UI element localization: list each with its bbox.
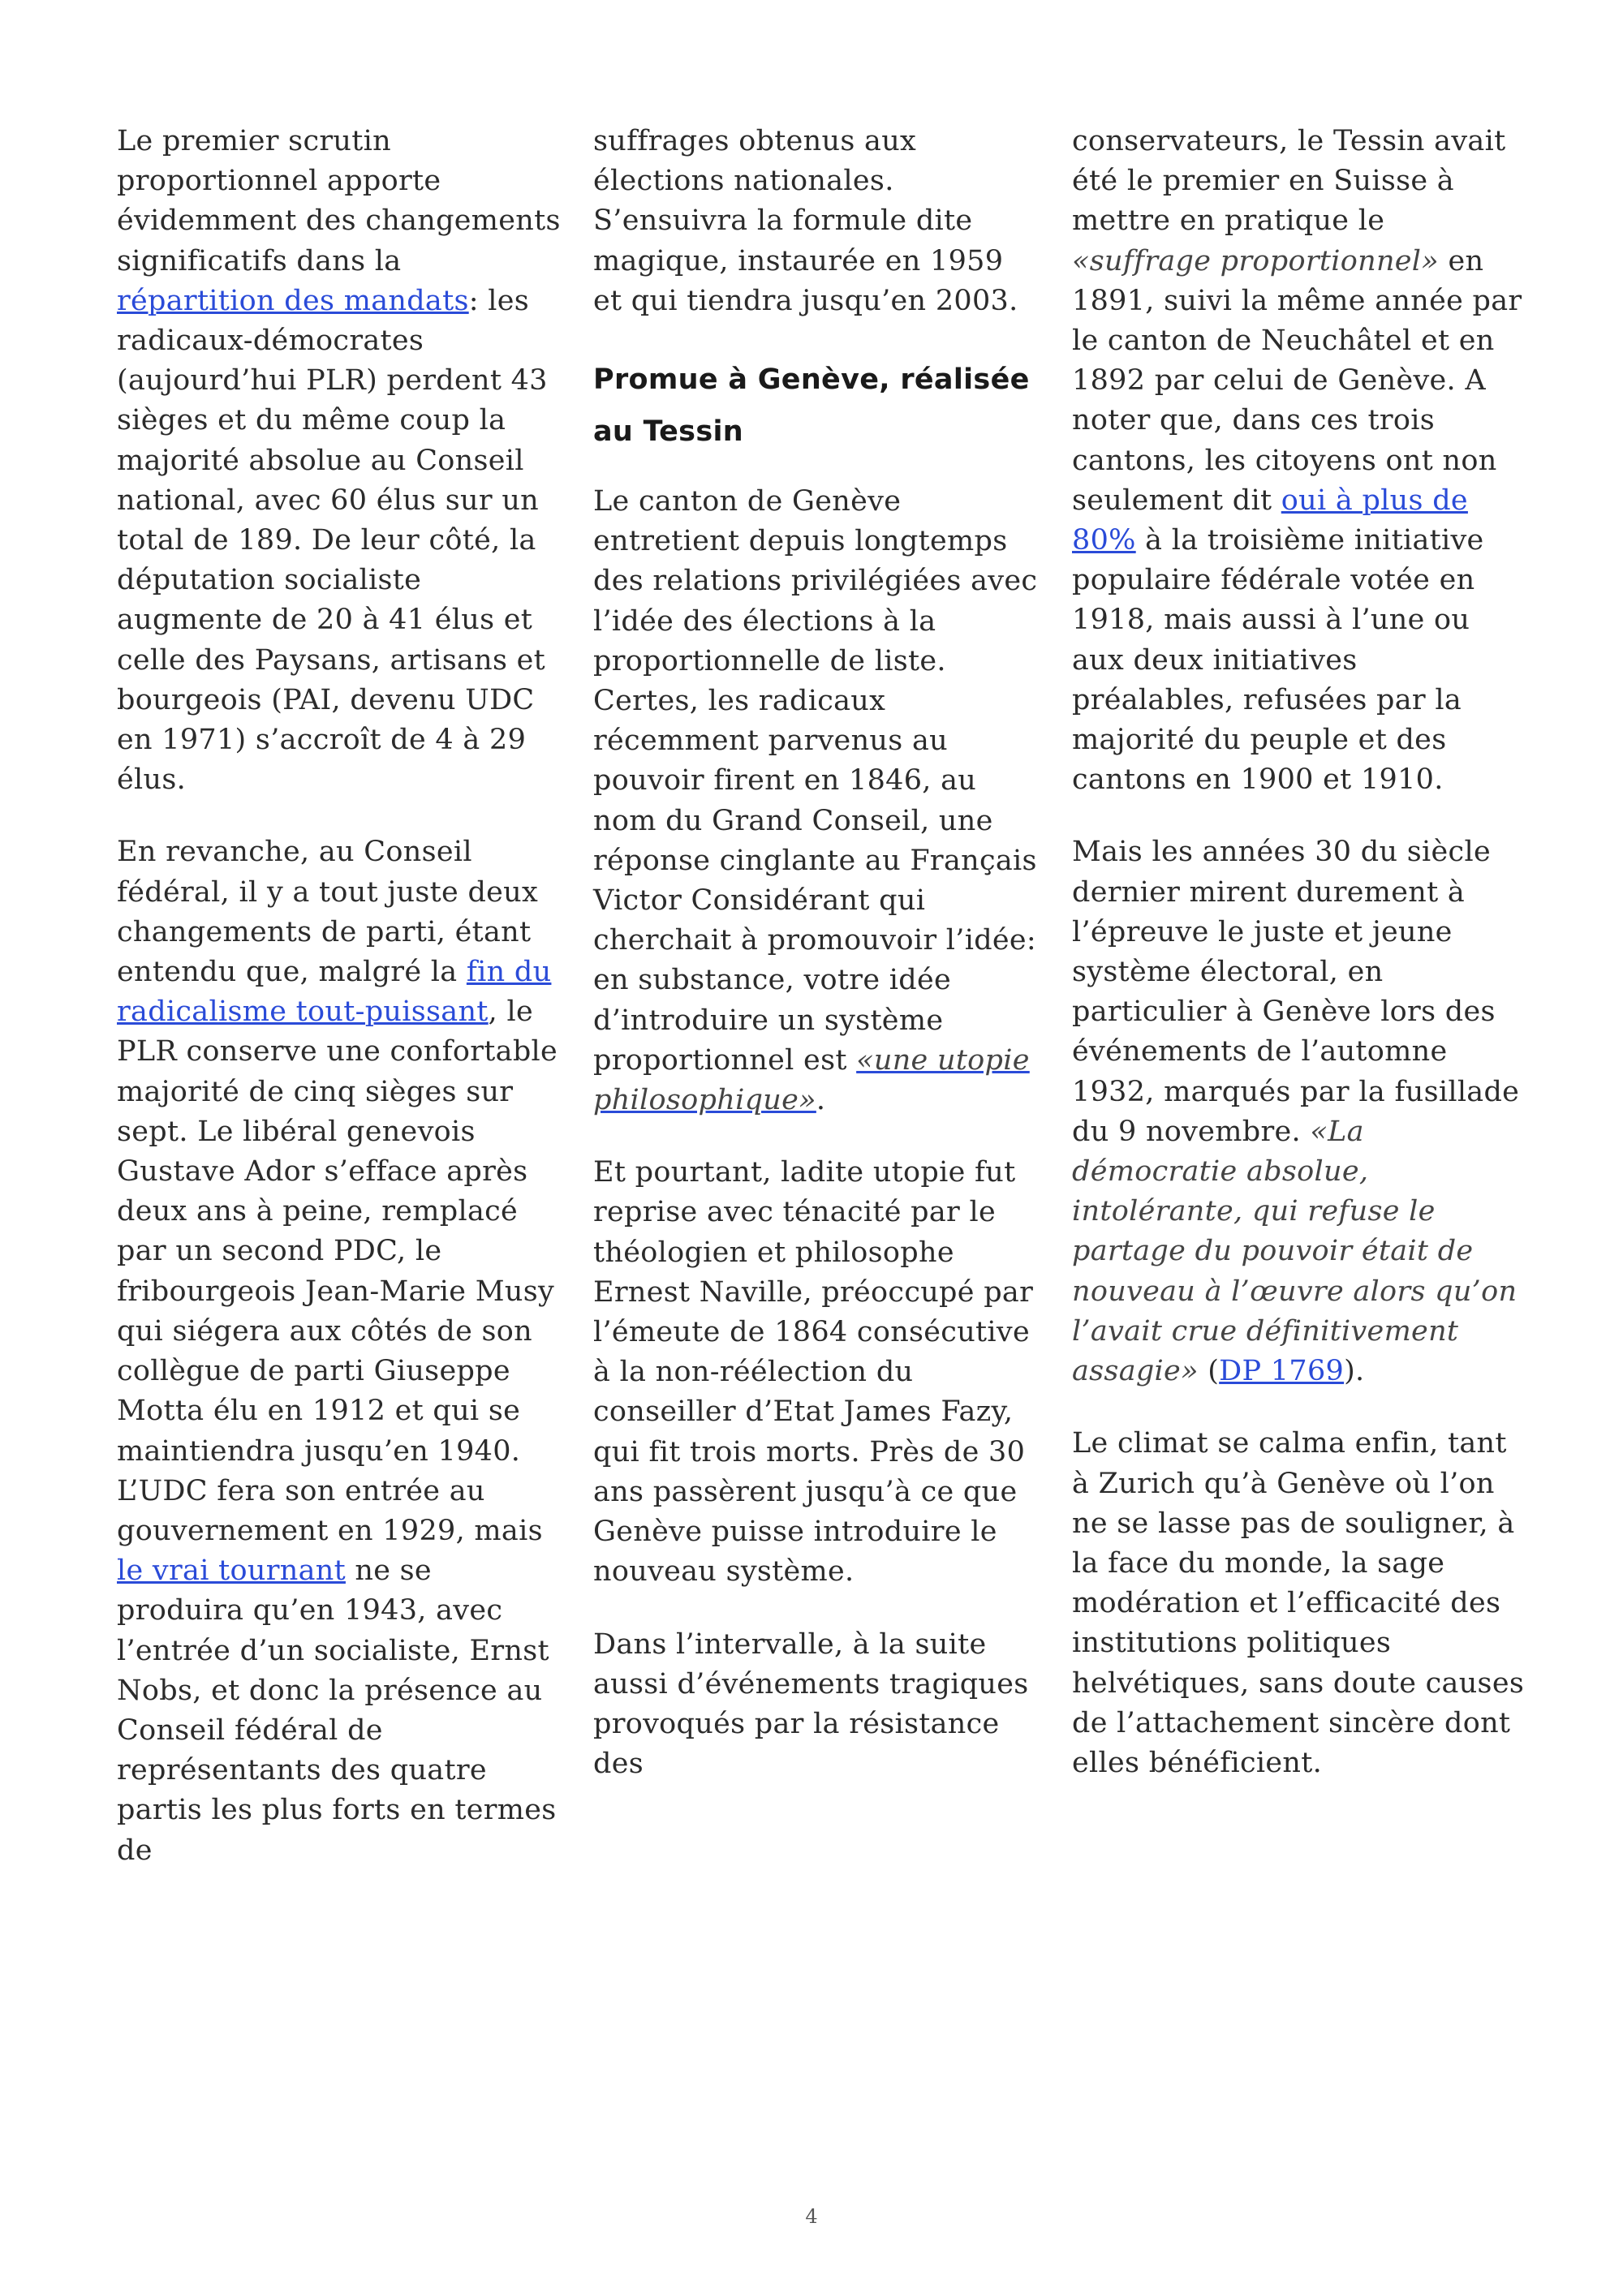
paragraph: Le premier scrutin proportionnel apporte évidemment des changements significatifs dans la répartition des mandats: les radicaux-démocrates (aujourd’hui PLR) perdent 43 sièges et du même coup la majorité absolue au Conseil national, avec 60 élus sur un total de 189. De leur côté, la députation socialiste augmente de 20 à 41 élus et celle des Paysans, artisans et bourgeois (PAI, devenu UDC en 1971) s’accroît de 4 à 29 élus. [117, 125, 561, 797]
paragraph: suffrages obtenus aux élections nationales. S’ensuivra la formule dite magique, instaurée en 1959 et qui tiendra jusqu’en 2003. [593, 125, 1018, 317]
page-number: 4 [805, 2205, 818, 2228]
column-3 [1072, 122, 1526, 1816]
paragraph: Le canton de Genève entretient depuis longtemps des relations privilégiées avec l’idée des élections à la proportionnelle de liste. Certes, les radicaux récemment parvenus au pouvoir firent en 1846, au nom du Grand Conseil, une réponse cinglante au Français Victor Considérant qui cherchait à promouvoir l’idée: en substance, votre idée d’introduire un système proportionnel est «une utopie philosophique». [593, 485, 1038, 1117]
paragraph: Mais les années 30 du siècle dernier mirent durement à l’épreuve le juste et jeune système électoral, en particulier à Genève lors des événements de l’automne 1932, marqués par la fusillade du 9 novembre. «La démocratie absolue, intolérante, qui refuse le partage du pouvoir était de nouveau à l’œuvre alors qu’on l’avait crue définitivement assagie» (DP 1769). [1072, 836, 1520, 1388]
quote-democratie-absolue: «La démocratie absolue, intolérante, qui refuse le partage du pouvoir était de nouveau à l’œuvre alors qu’on l’avait crue définitivement assagie» [1072, 1115, 1518, 1388]
link-repartition-des-mandats[interactable]: répartition des mandats [117, 284, 469, 317]
link-oui-a-plus-de-80[interactable]: oui à plus de 80% [1072, 484, 1468, 557]
link-utopie-philosophique[interactable]: «une utopie philosophique» [593, 1043, 1030, 1117]
paragraph: Dans l’intervalle, à la suite aussi d’événements tragiques provoqués par la résistance des [593, 1627, 1029, 1781]
paragraph: Et pourtant, ladite utopie fut reprise avec ténacité par le théologien et philosophe Ernest Naville, préoccupé par l’émeute de 1864 consécutive à la non-réélection du conseiller d’Etat James Fazy, qui fit trois morts. Près de 30 ans passèrent jusqu’à ce que Genève puisse introduire le nouveau système. [593, 1156, 1034, 1589]
link-dp-1769[interactable]: DP 1769 [1219, 1355, 1345, 1388]
quote-suffrage-proportionnel: «suffrage proportionnel» [1072, 244, 1440, 277]
column-1 [117, 122, 562, 1903]
link-fin-du-radicalisme[interactable]: fin du radicalisme tout-puissant [117, 956, 552, 1029]
paragraph: Le climat se calma enfin, tant à Zurich qu’à Genève où l’on ne se lasse pas de souligner, à la face du monde, la sage modération et l’efficacité des institutions politiques helvétiques, sans doute causes de l’attachement sincère dont elles bénéficient. [1072, 1427, 1525, 1779]
section-heading: Promue à Genève, réalisée au Tessin [593, 363, 1030, 449]
paragraph: conservateurs, le Tessin avait été le premier en Suisse à mettre en pratique le «suffrage proportionnel» en 1891, suivi la même année par le canton de Neuchâtel et en 1892 par celui de Genève. A noter que, dans ces trois cantons, les citoyens ont non seulement dit oui à plus de 80% à la troisième initiative populaire fédérale votée en 1918, mais aussi à l’une ou aux deux initiatives préalables, refusées par la majorité du peuple et des cantons en 1900 et 1910. [1072, 125, 1522, 797]
column-2 [593, 122, 1040, 1817]
paragraph: En revanche, au Conseil fédéral, il y a tout juste deux changements de parti, étant entendu que, malgré la fin du radicalisme tout-puissant, le PLR conserve une confortable majorité de cinq sièges sur sept. Le libéral genevois Gustave Ador s’efface après deux ans à peine, remplacé par un second PDC, le fribourgeois Jean-Marie Musy qui siégera aux côtés de son collègue de parti Giuseppe Motta élu en 1912 et qui se maintiendra jusqu’en 1940. L’UDC fera son entrée au gouvernement en 1929, mais le vrai tournant ne se produira qu’en 1943, avec l’entrée d’un socialiste, Ernst Nobs, et donc la présence au Conseil fédéral de représentants des quatre partis les plus forts en termes de [117, 836, 558, 1867]
link-le-vrai-tournant[interactable]: le vrai tournant [117, 1554, 346, 1588]
